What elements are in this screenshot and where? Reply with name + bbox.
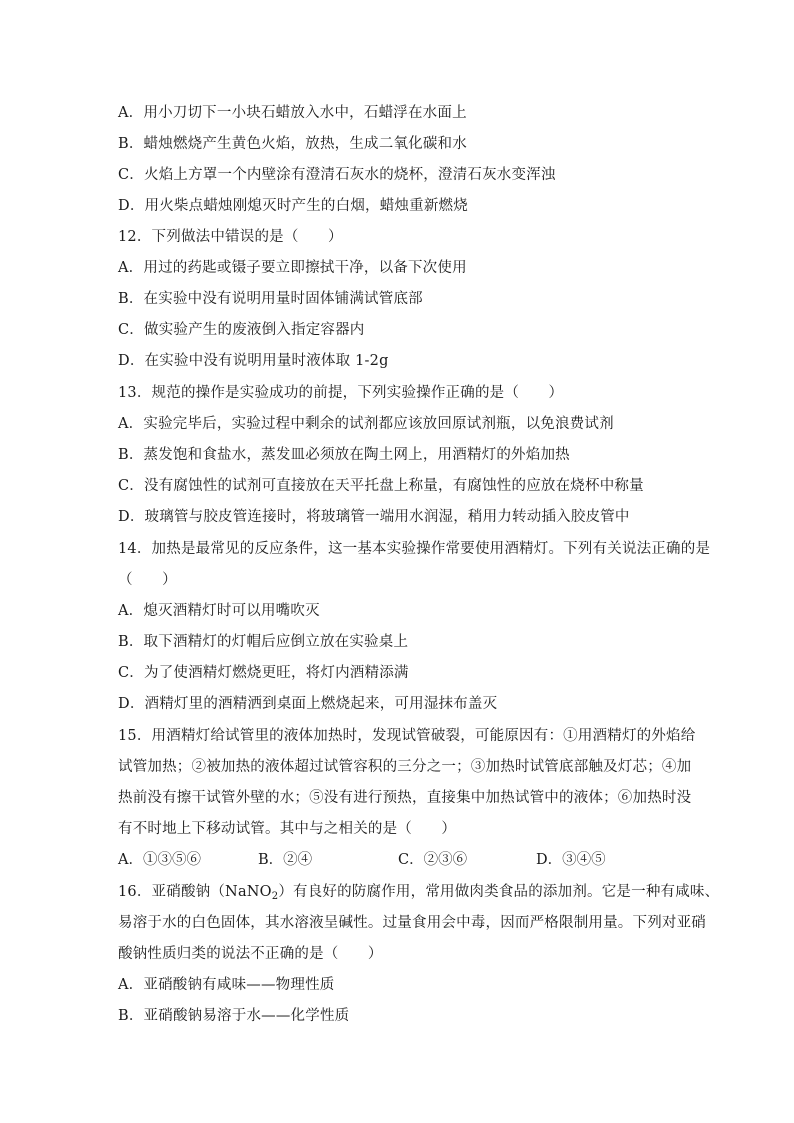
q14-option-b: B．取下酒精灯的灯帽后应倒立放在实验桌上 [118, 634, 409, 650]
q16-formula-subscript: 2 [271, 891, 279, 902]
q15-option-d: D．③④⑤ [536, 852, 606, 868]
q15-stem-line2: 试管加热；②被加热的液体超过试管容积的三分之一；③加热时试管底部触及灯芯；④加 [118, 759, 692, 775]
q14-option-a: A．熄灭酒精灯时可以用嘴吹灭 [118, 603, 320, 619]
q12-stem: 12．下列做法中错误的是（ ） [118, 229, 343, 245]
q14-option-c: C．为了使酒精灯燃烧更旺，将灯内酒精添满 [118, 665, 409, 681]
q16-stem-line1 [118, 882, 719, 902]
q16-option-a: A．亚硝酸钠有咸味——物理性质 [118, 977, 335, 993]
q11-option-c: C．火焰上方罩一个内壁涂有澄清石灰水的烧杯，澄清石灰水变浑浊 [118, 167, 556, 183]
q13-stem: 13．规范的操作是实验成功的前提，下列实验操作正确的是（ ） [118, 385, 564, 401]
q15-options-row [118, 850, 678, 870]
q15-stem-line1: 15．用酒精灯给试管里的液体加热时，发现试管破裂，可能原因有：①用酒精灯的外焰给 [118, 728, 696, 744]
q16-stem-line2: 易溶于水的白色固体，其水溶液呈碱性。过量食用会中毒，因而严格限制用量。下列对亚硝 [118, 915, 706, 931]
q15-stem-line3: 热前没有擦干试管外壁的水；⑤没有进行预热，直接集中加热试管中的液体；⑥加热时没 [118, 790, 692, 806]
q12-option-a: A．用过的药匙或镊子要立即擦拭干净，以备下次使用 [118, 260, 467, 276]
q15-option-c: C．②③⑥ [398, 852, 468, 868]
q16-option-b: B．亚硝酸钠易溶于水——化学性质 [118, 1008, 350, 1024]
q13-option-a: A．实验完毕后，实验过程中剩余的试剂都应该放回原试剂瓶，以免浪费试剂 [118, 416, 614, 432]
q13-option-c: C．没有腐蚀性的试剂可直接放在天平托盘上称量，有腐蚀性的应放在烧杯中称量 [118, 478, 644, 494]
q15-stem-line4: 有不时地上下移动试管。其中与之相关的是（ ） [118, 821, 457, 837]
q12-option-c: C．做实验产生的废液倒入指定容器内 [118, 322, 365, 338]
q15-option-a: A．①③⑤⑥ [118, 852, 201, 868]
q16-stem-line3: 酸钠性质归类的说法不正确的是（ ） [118, 946, 383, 962]
q11-option-a: A．用小刀切下一小块石蜡放入水中，石蜡浮在水面上 [118, 105, 467, 121]
q11-option-d: D．用火柴点蜡烛刚熄灭时产生的白烟，蜡烛重新燃烧 [118, 198, 468, 214]
q14-stem-line2: （ ） [118, 572, 177, 588]
q13-option-b: B．蒸发饱和食盐水，蒸发皿必须放在陶土网上，用酒精灯的外焰加热 [118, 447, 570, 463]
q12-option-b: B．在实验中没有说明用量时固体铺满试管底部 [118, 291, 423, 307]
q13-option-d: D．玻璃管与胶皮管连接时，将玻璃管一端用水润湿，稍用力转动插入胶皮管中 [118, 509, 630, 525]
q16-stem-line1-after: ）有良好的防腐作用，常用做肉类食品的添加剂。它是一种有咸味、 [278, 884, 720, 900]
q11-option-b: B．蜡烛燃烧产生黄色火焰，放热，生成二氧化碳和水 [118, 136, 467, 152]
q14-stem-line1: 14．加热是最常见的反应条件，这一基本实验操作常要使用酒精灯。下列有关说法正确的是 [118, 541, 711, 557]
q12-option-d: D．在实验中没有说明用量时液体取 1-2g [118, 353, 389, 369]
q16-stem-line1-before: 16．亚硝酸钠（NaNO [118, 884, 272, 900]
q14-option-d: D．酒精灯里的酒精洒到桌面上燃烧起来，可用湿抹布盖灭 [118, 696, 498, 712]
q15-option-b: B．②④ [258, 852, 313, 868]
